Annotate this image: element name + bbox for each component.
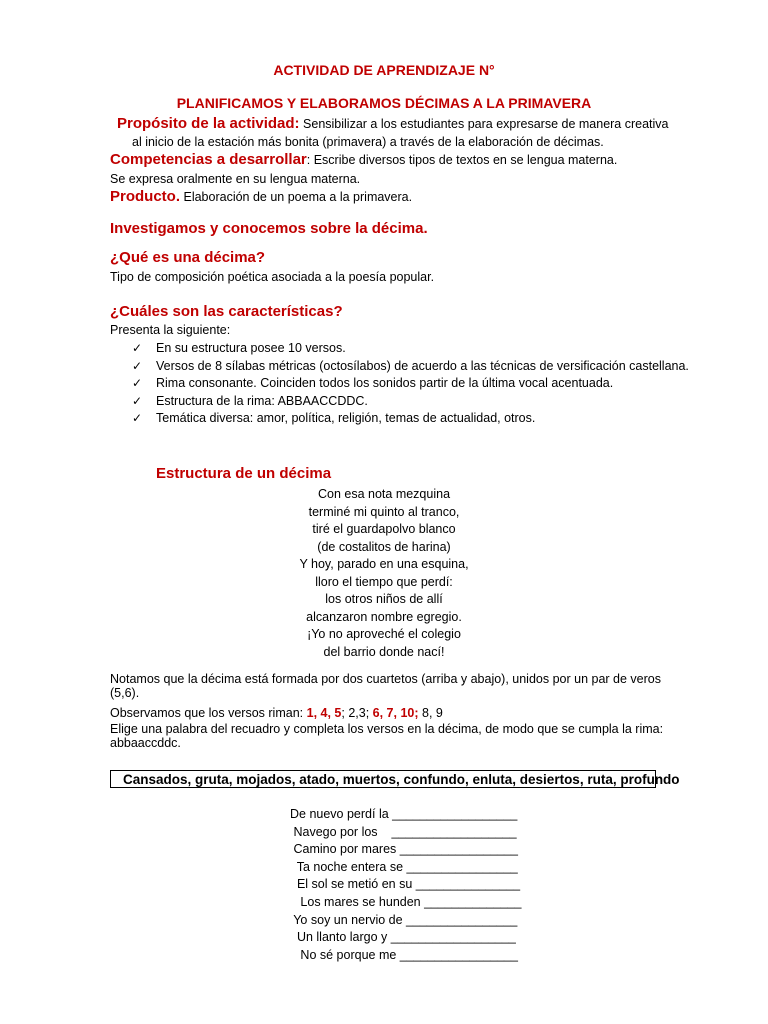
page-subtitle: PLANIFICAMOS Y ELABORAMOS DÉCIMAS A LA PRIMAVERA <box>176 95 592 111</box>
check-icon: ✓ <box>132 358 143 373</box>
investigate-heading: Investigamos y conocemos sobre la décima. <box>110 220 428 237</box>
notes-p1-line1: Notamos que la décima está formada por dos cuartetos (arriba y abajo), unidos por un par de veros <box>110 672 661 686</box>
poem-line: terminé mi quinto al tranco, <box>308 504 460 519</box>
competencies-text-2: Se expresa oralmente en su lengua materna. <box>110 172 361 186</box>
word-bank-box <box>110 770 680 788</box>
list-item <box>132 340 694 358</box>
exercise-line: Yo soy un nervio de ________________ <box>290 912 518 927</box>
list-item <box>132 358 694 376</box>
list-item-text: Versos de 8 sílabas métricas (octosílabos) de acuerdo a las técnicas de versificación castellana. <box>156 358 689 373</box>
what-text: Tipo de composición poética asociada a la poesía popular. <box>110 270 435 284</box>
poem-line: Y hoy, parado en una esquina, <box>299 557 469 571</box>
rhyme-prefix: Observamos que los versos riman: <box>110 706 304 720</box>
exercise-line: Los mares se hunden ______________ <box>290 894 522 909</box>
notes-p1-line2: (5,6). <box>110 686 140 700</box>
notes-p3-line1: Elige una palabra del recuadro y completa los versos en la décima, de modo que se cumpla la rima: <box>110 722 664 736</box>
word-bank-text: Cansados, gruta, mojados, atado, muertos, confundo, enluta, desiertos, ruta, profundo <box>123 772 680 787</box>
check-icon: ✓ <box>132 376 143 390</box>
poem-line: Con esa nota mezquina <box>317 487 451 501</box>
exercise-line: Un llanto largo y __________________ <box>290 930 516 945</box>
characteristics-heading: ¿Cuáles son las características? <box>110 303 343 320</box>
purpose-text: Sensibilizar a los estudiantes para expresarse de manera creativa <box>303 117 669 131</box>
exercise-line: Ta noche entera se ________________ <box>290 859 518 874</box>
rhyme-line <box>110 706 443 720</box>
product-label: Producto. <box>110 188 180 205</box>
rhyme-group-b: ; 2,3; <box>341 706 373 720</box>
list-item-text: Rima consonante. Coinciden todos los sonidos partir de la última vocal acentuada. <box>156 376 614 390</box>
rhyme-group-a: 1, 4, 5 <box>306 706 342 720</box>
rhyme-group-d: 8, 9 <box>418 706 443 720</box>
notes-p3-line2: abbaaccddc. <box>110 736 181 750</box>
competencies-text: : Escribe diversos tipos de textos en se lengua materna. <box>306 153 618 167</box>
exercise-line: El sol se metió en su _______________ <box>290 877 521 892</box>
list-item-text: Temática diversa: amor, política, religión, temas de actualidad, otros. <box>156 411 536 425</box>
exercise-line: Camino por mares _________________ <box>290 842 518 857</box>
purpose-text-2: al inicio de la estación más bonita (primavera) a través de la elaboración de décimas. <box>132 135 604 149</box>
list-item <box>132 375 694 393</box>
exercise-lines <box>290 806 521 964</box>
product-line <box>110 188 412 205</box>
list-item-text: Estructura de la rima: ABBAACCDDC. <box>156 393 368 408</box>
exercise-line: Navego por los __________________ <box>290 824 517 839</box>
check-icon: ✓ <box>132 411 143 425</box>
structure-heading: Estructura de un décima <box>156 465 332 482</box>
purpose-line <box>117 115 669 132</box>
list-item <box>132 393 694 411</box>
poem-line: alcanzaron nombre egregio. <box>306 609 462 624</box>
rhyme-group-c: 6, 7, 10; <box>372 706 419 720</box>
poem-line: ¡Yo no aproveché el colegio <box>307 627 461 641</box>
characteristics-list <box>132 340 694 428</box>
notes-paragraph-1 <box>110 672 694 700</box>
poem-line: los otros niños de allí <box>325 592 443 606</box>
poem <box>254 486 514 661</box>
characteristics-intro: Presenta la siguiente: <box>110 323 231 337</box>
product-text: Elaboración de un poema a la primavera. <box>183 190 413 204</box>
poem-line: tiré el guardapolvo blanco <box>312 522 456 536</box>
page-title: ACTIVIDAD DE APRENDIZAJE N° <box>273 62 495 78</box>
exercise-line: De nuevo perdí la __________________ <box>290 807 518 821</box>
competencies-label: Competencias a desarrollar <box>110 151 307 168</box>
check-icon: ✓ <box>132 341 143 355</box>
list-item <box>132 410 694 428</box>
competencies-line <box>110 151 617 168</box>
notes-paragraph-3 <box>110 722 694 750</box>
poem-line: del barrio donde nací! <box>323 644 445 659</box>
poem-line: lloro el tiempo que perdí: <box>315 574 453 589</box>
purpose-label: Propósito de la actividad: <box>117 115 300 132</box>
exercise-line: No sé porque me _________________ <box>290 947 518 962</box>
poem-line: (de costalitos de harina) <box>317 539 451 554</box>
list-item-text: En su estructura posee 10 versos. <box>156 341 346 355</box>
check-icon: ✓ <box>132 393 143 408</box>
what-heading: ¿Qué es una décima? <box>110 249 266 266</box>
